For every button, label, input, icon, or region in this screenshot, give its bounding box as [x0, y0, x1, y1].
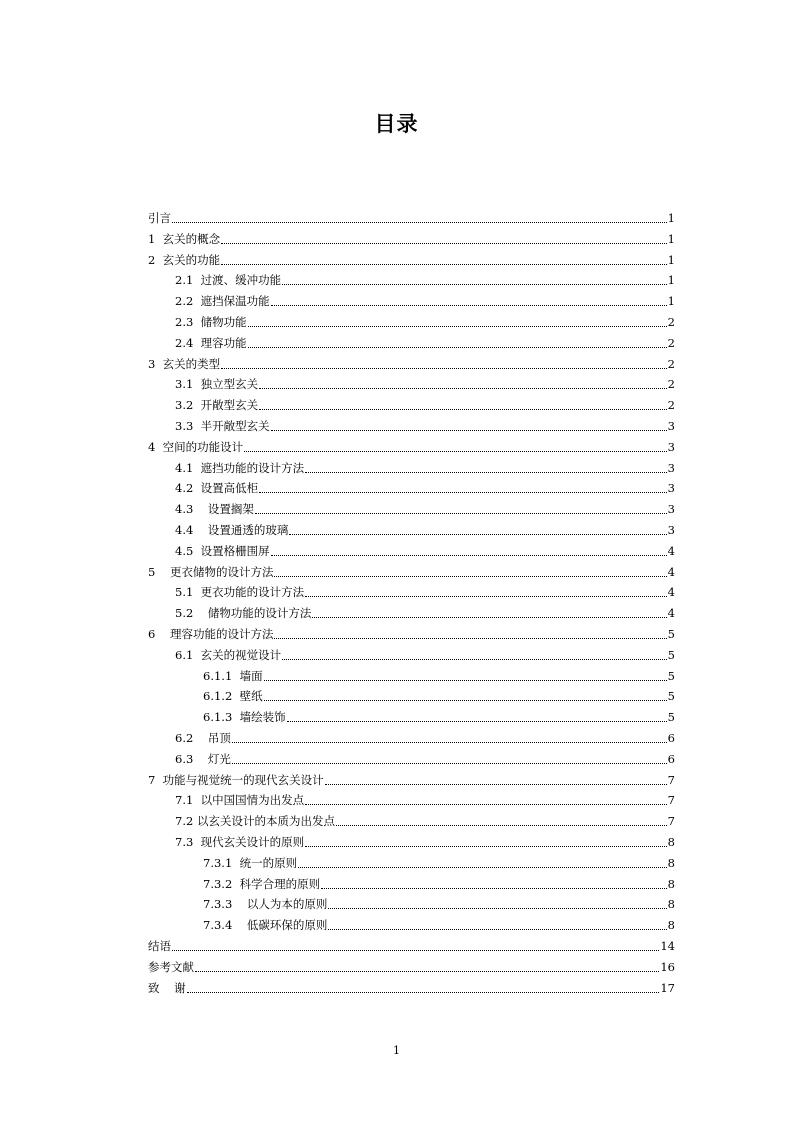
toc-leader-dots	[187, 991, 660, 993]
toc-entry-label: 4.3 设置搁架	[175, 502, 254, 517]
toc-entry[interactable]	[175, 746, 675, 766]
toc-entry[interactable]	[148, 767, 675, 787]
toc-leader-dots	[325, 783, 667, 785]
toc-leader-dots	[298, 866, 667, 868]
toc-entry-page: 5	[667, 627, 675, 641]
toc-entry-page: 3	[667, 460, 675, 475]
toc-entry-label: 6.3 灯光	[175, 751, 231, 766]
toc-entry-page: 17	[660, 980, 675, 995]
toc-entry-label: 结语	[148, 939, 171, 953]
toc-entry-page: 2	[667, 377, 675, 392]
toc-leader-dots	[305, 803, 667, 805]
toc-entry[interactable]	[203, 663, 675, 683]
toc-entry[interactable]	[148, 975, 675, 995]
toc-entry-label: 4.4 设置通透的玻璃	[175, 523, 289, 537]
toc-entry[interactable]	[175, 413, 675, 433]
toc-entry-label: 7.3 现代玄关设计的原则	[175, 835, 305, 849]
toc-entry-page: 5	[667, 689, 675, 704]
toc-entry[interactable]	[175, 517, 675, 537]
toc-leader-dots	[305, 845, 667, 847]
toc-entry-label: 引言	[148, 211, 171, 225]
toc-entry-page: 5	[667, 647, 675, 662]
toc-entry-page: 1	[667, 252, 675, 267]
toc-leader-dots	[271, 304, 667, 306]
toc-entry[interactable]	[175, 579, 675, 599]
toc-entry[interactable]	[148, 351, 675, 371]
toc-leader-dots	[244, 450, 667, 452]
toc-entry-label: 3.3 半开敞型玄关	[175, 419, 270, 433]
toc-entry[interactable]	[148, 247, 675, 267]
toc-leader-dots	[336, 824, 667, 826]
toc-entry-page: 1	[667, 294, 675, 309]
toc-leader-dots	[274, 575, 666, 577]
toc-entry-page: 3	[667, 419, 675, 433]
toc-entry[interactable]	[175, 288, 675, 308]
toc-entry[interactable]	[203, 891, 675, 911]
toc-entry-page: 3	[667, 523, 675, 537]
toc-entry[interactable]	[148, 954, 675, 974]
toc-entry-page: 4	[667, 543, 675, 558]
toc-entry-page: 3	[667, 481, 675, 496]
toc-leader-dots	[282, 658, 667, 660]
toc-entry[interactable]	[175, 330, 675, 350]
toc-entry-page: 4	[667, 564, 675, 579]
toc-entry-label: 7.3.1 统一的原则	[203, 855, 298, 870]
toc-entry-label: 4.1 遮挡功能的设计方法	[175, 460, 305, 475]
toc-leader-dots	[264, 679, 667, 681]
toc-entry-label: 5.1 更衣功能的设计方法	[175, 585, 305, 600]
toc-entry-page: 8	[667, 918, 675, 933]
toc-leader-dots	[221, 367, 667, 369]
toc-entry-label: 3.1 独立型玄关	[175, 377, 259, 392]
toc-entry-label: 5 更衣储物的设计方法	[148, 564, 274, 579]
toc-leader-dots	[271, 429, 667, 431]
toc-entry-label: 参考文献	[148, 959, 194, 974]
toc-entry[interactable]	[175, 600, 675, 620]
toc-entry[interactable]	[148, 621, 675, 641]
toc-entry-label: 6.1.2 壁纸	[203, 689, 263, 704]
toc-entry-page: 1	[667, 211, 675, 225]
toc-entry[interactable]	[203, 912, 675, 932]
toc-entry-label: 6.1 玄关的视觉设计	[175, 647, 282, 662]
toc-entry[interactable]	[175, 642, 675, 662]
toc-leader-dots	[289, 533, 666, 535]
toc-entry-label: 6.1.1 墙面	[203, 668, 263, 683]
toc-entry[interactable]	[175, 787, 675, 807]
toc-leader-dots	[195, 970, 659, 972]
toc-entry-page: 2	[667, 356, 675, 371]
toc-entry[interactable]	[175, 267, 675, 287]
toc-leader-dots	[172, 221, 667, 223]
toc-entry-page: 1	[667, 273, 675, 288]
toc-entry-label: 7.3.4 低碳环保的原则	[203, 918, 328, 933]
toc-entry-page: 1	[667, 231, 675, 246]
toc-entry[interactable]	[175, 538, 675, 558]
toc-entry[interactable]	[175, 455, 675, 475]
toc-entry-page: 5	[667, 710, 675, 725]
toc-entry-page: 7	[667, 793, 675, 808]
toc-leader-dots	[328, 928, 666, 930]
toc-entry-label: 1 玄关的概念	[148, 231, 221, 246]
toc-entry[interactable]	[203, 850, 675, 870]
toc-entry-label: 7.3.2 科学合理的原则	[203, 876, 321, 891]
toc-entry-label: 7.2 以玄关设计的本质为出发点	[175, 814, 335, 829]
toc-entry-page: 4	[667, 606, 675, 621]
toc-entry-page: 16	[660, 959, 675, 974]
toc-leader-dots	[172, 949, 659, 951]
toc-entry-label: 5.2 储物功能的设计方法	[175, 606, 312, 621]
toc-entry-label: 4.5 设置格栅围屏	[175, 543, 270, 558]
toc-entry[interactable]	[148, 559, 675, 579]
toc-entry-page: 8	[667, 835, 675, 849]
toc-entry[interactable]	[148, 205, 675, 225]
toc-leader-dots	[321, 887, 667, 889]
toc-entry-label: 7 功能与视觉统一的现代玄关设计	[148, 772, 324, 787]
toc-leader-dots	[312, 616, 666, 618]
toc-leader-dots	[274, 637, 666, 639]
toc-entry-page: 8	[667, 855, 675, 870]
toc-entry-page: 8	[667, 876, 675, 891]
toc-leader-dots	[264, 699, 667, 701]
page-title: 目录	[374, 112, 419, 136]
toc-entry-page: 3	[667, 502, 675, 517]
toc-entry-label: 2.2 遮挡保温功能	[175, 294, 270, 309]
toc-entry[interactable]	[175, 371, 675, 391]
toc-entry-label: 7.1 以中国国情为出发点	[175, 793, 305, 808]
toc-entry-page: 5	[667, 668, 675, 683]
toc-entry[interactable]	[148, 933, 675, 953]
toc-leader-dots	[232, 762, 667, 764]
toc-entry-label: 4 空间的功能设计	[148, 439, 244, 454]
toc-entry-page: 7	[667, 772, 675, 787]
toc-entry[interactable]	[148, 434, 675, 454]
toc-leader-dots	[259, 491, 667, 493]
toc-leader-dots	[328, 907, 666, 909]
page-number: 1	[393, 1044, 400, 1057]
toc-entry[interactable]	[148, 226, 675, 246]
toc-entry[interactable]	[175, 829, 675, 849]
toc-entry-label: 3.2 开敞型玄关	[175, 398, 259, 413]
toc-entry-page: 3	[667, 439, 675, 454]
toc-entry-page: 2	[667, 398, 675, 413]
toc-entry-label: 6 理容功能的设计方法	[148, 627, 274, 641]
toc-entry-page: 8	[667, 897, 675, 912]
toc-leader-dots	[248, 346, 667, 348]
toc-entry[interactable]	[175, 496, 675, 516]
toc-leader-dots	[248, 325, 667, 327]
toc-entry-page: 6	[667, 751, 675, 766]
toc-entry-label: 6.2 吊顶	[175, 731, 231, 745]
toc-leader-dots	[221, 242, 667, 244]
toc-entry-page: 4	[667, 585, 675, 600]
toc-entry-label: 6.1.3 墙绘装饰	[203, 710, 286, 725]
toc-entry-label: 3 玄关的类型	[148, 356, 221, 371]
toc-entry-page: 14	[660, 939, 675, 953]
toc-entry-page: 2	[667, 335, 675, 350]
toc-entry[interactable]	[203, 683, 675, 703]
toc-leader-dots	[259, 387, 667, 389]
toc-entry-page: 7	[667, 814, 675, 829]
toc-entry-page: 2	[667, 315, 675, 329]
toc-leader-dots	[305, 595, 667, 597]
toc-leader-dots	[221, 263, 667, 265]
toc-leader-dots	[232, 741, 667, 743]
toc-entry[interactable]	[175, 808, 675, 828]
toc-entry-label: 2 玄关的功能	[148, 252, 221, 267]
toc-leader-dots	[259, 408, 667, 410]
toc-leader-dots	[287, 720, 667, 722]
toc-entry-label: 2.3 储物功能	[175, 315, 247, 329]
toc-leader-dots	[282, 283, 667, 285]
toc-entry[interactable]	[203, 704, 675, 724]
toc-entry[interactable]	[203, 871, 675, 891]
toc-entry[interactable]	[175, 309, 675, 329]
toc-entry-label: 致 谢	[148, 980, 186, 995]
toc-entry[interactable]	[175, 392, 675, 412]
toc-leader-dots	[305, 471, 667, 473]
toc-entry-label: 2.1 过渡、缓冲功能	[175, 273, 282, 288]
toc-entry[interactable]	[175, 725, 675, 745]
toc-entry-label: 2.4 理容功能	[175, 335, 247, 350]
toc-leader-dots	[271, 554, 667, 556]
toc-entry[interactable]	[175, 475, 675, 495]
toc-entry-page: 6	[667, 731, 675, 745]
toc-entry-label: 4.2 设置高低柜	[175, 481, 259, 496]
toc-entry-label: 7.3.3 以人为本的原则	[203, 897, 328, 912]
toc-leader-dots	[255, 512, 667, 514]
